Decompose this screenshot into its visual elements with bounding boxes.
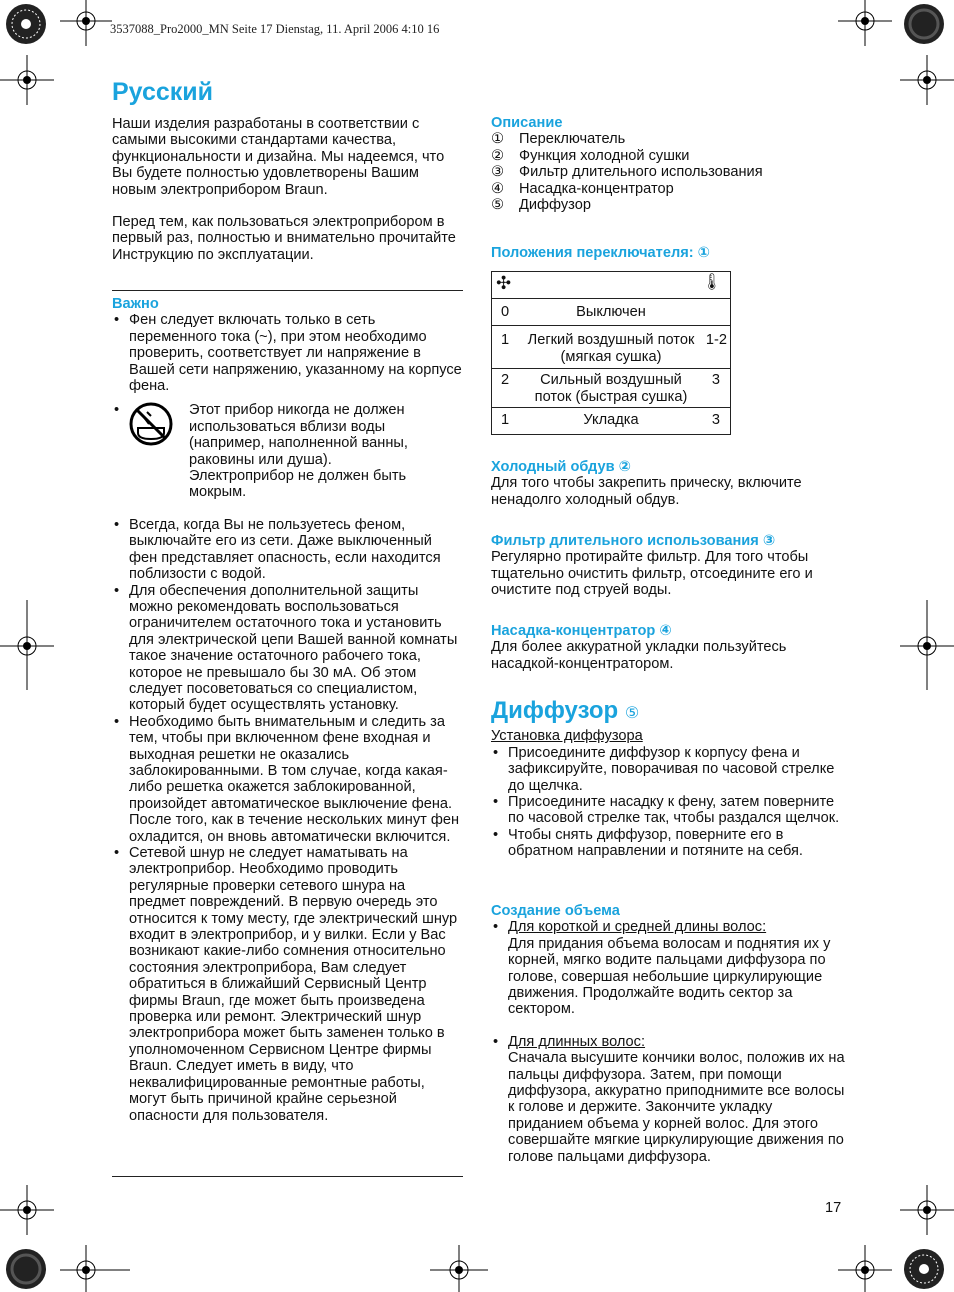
section-divider: [112, 290, 463, 291]
cold-text: Для того чтобы закрепить прическу, включите ненадолго холодный обдув.: [491, 475, 802, 508]
switch-heading: Положения переключателя: ①: [491, 245, 710, 261]
volume-long-hair: • Для длинных волос: Сначала высушите кончики волос, положив их на пальцы диффузора. Затем, при помощи диффузора, аккуратно приподнимите все волосы к голове и держите. Закончите укладку приданием объема у корней волос. Для этого совершайте мягкие циркулирующие движения по голове пальцами диффузора.: [491, 1034, 851, 1165]
water-warning: • Этот прибор никогда не должен использоваться вблизи воды (например, наполненной ванны, раковины или душа). Электроприбор не должен быть мокрым.: [112, 402, 464, 500]
diffuser-step-3: • Чтобы снять диффузор, поверните его в обратном направлении и потяните на себя.: [491, 827, 851, 860]
description-section: [491, 115, 851, 213]
thermometer-icon: 🌡: [701, 274, 722, 292]
cold-heading: Холодный обдув ②: [491, 459, 631, 475]
switch-row-4: 1 Укладка 3: [501, 412, 720, 429]
description-item-2: ② Функция холодной сушки: [491, 147, 690, 164]
no-water-bath-icon: [129, 402, 173, 446]
filter-section: [491, 533, 851, 599]
concentrator-heading: Насадка-концентратор ④: [491, 623, 672, 639]
page-number: 17: [825, 1200, 842, 1216]
important-heading: Важно: [112, 296, 159, 312]
description-item-5: ⑤ Диффузор: [491, 197, 591, 214]
filter-text: Регулярно протирайте фильтр. Для того чтобы тщательно очистить фильтр, отсоедините его и очистите под струей воды.: [491, 549, 813, 599]
diffuser-install-subheading: Установка диффузора: [491, 728, 643, 745]
important-bullet-5: • Необходимо быть внимательным и следить за тем, чтобы при включенном фене входная и выходная решетки не оказались заблокированными. В том случае, когда какая-либо решетка окажется заблокированной, произойдет автоматическое выключение фена. После того, как в течение нескольких минут фен охладится, он вновь автоматически включится.: [112, 714, 464, 845]
fan-icon: ✣: [496, 273, 512, 294]
important-bullet-3: • Всегда, когда Вы не пользуетесь феном, выключайте его из сети. Даже выключенный фен представляет опасность, если находится поблизости с водой.: [112, 517, 464, 583]
concentrator-text: Для более аккуратной укладки пользуйтесь насадкой-концентратором.: [491, 639, 787, 672]
volume-short-hair: • Для короткой и средней длины волос: Для придания объема волосам и поднятия их у корней, мягко водите пальцами диффузора по голове, совершая небольшие циркулирующие движения. Продолжайте водить сектор за сектором.: [491, 919, 851, 1017]
switch-table: [491, 271, 731, 435]
intro-text: [112, 116, 464, 263]
intro-paragraph-1: Наши изделия разработаны в соответствии с самыми высокими стандартами качества, функциональности и дизайна. Мы надеемся, что Вы будете полностью удовлетворены Вашим новым электроприбором Braun.: [112, 116, 445, 198]
switch-row-2: 1 Легкий воздушный поток (мягкая сушка) 1-2: [501, 332, 727, 365]
switch-row-3: 2 Сильный воздушный поток (быстрая сушка) 3: [501, 372, 720, 405]
print-header: 3537088_Pro2000_MN Seite 17 Dienstag, 11. April 2006 4:10 16: [110, 22, 440, 36]
switch-row-1: 0 Выключен: [501, 304, 646, 321]
diffuser-section: [491, 697, 851, 860]
important-bullet-4: • Для обеспечения дополнительной защиты можно рекомендовать воспользоваться ограничителем остаточного тока и установить для электрической цепи Вашей ванной комнаты такое значение остаточного рабочего тока, которое не превышало бы 30 мА. Об этом следует посоветоваться со специалистом, который будет осуществлять установку.: [112, 583, 464, 714]
warning-text: Этот прибор никогда не должен использоваться вблизи воды (например, наполненной ванны, раковины или душа). Электроприбор не должен быть мокрым.: [189, 402, 408, 501]
cold-section: [491, 459, 851, 508]
concentrator-section: [491, 623, 851, 672]
volume-heading: Создание объема: [491, 903, 620, 919]
important-bullet-1: • Фен следует включать только в сеть переменного тока (~), при этом необходимо проверить, соответствует ли напряжение в Вашей сети напряжению, указанному на корпусе фена.: [112, 312, 464, 394]
page-title: Русский: [112, 78, 214, 106]
section-divider-bottom: [112, 1176, 463, 1177]
description-item-4: ④ Насадка-концентратор: [491, 180, 674, 197]
intro-paragraph-2: Перед тем, как пользоваться электроприбором в первый раз, полностью и внимательно прочитайте Инструкцию по эксплуатации.: [112, 214, 456, 263]
diffuser-heading: Диффузор ⑤: [491, 697, 640, 724]
diffuser-step-2: • Присоедините насадку к фену, затем поверните по часовой стрелке так, чтобы раздался щелчок.: [491, 794, 851, 827]
switch-section: [491, 245, 851, 435]
volume-section: [491, 903, 851, 1165]
important-section: [112, 296, 464, 1124]
description-heading: Описание: [491, 115, 563, 131]
diffuser-step-1: • Присоедините диффузор к корпусу фена и зафиксируйте, поворачивая по часовой стрелке до щелчка.: [491, 745, 851, 794]
important-bullet-6: • Сетевой шнур не следует наматывать на электроприбор. Необходимо проводить регулярные проверки сетевого шнура на предмет повреждений. В первую очередь это относится к тому месту, где электрический шнур входит в электроприбор, и у вилки. Если у Вас возникают какие-либо сомнения относительно состояния электроприбора, Вам следует обратиться в ближайший Сервисный Центр фирмы Braun, где может быть произведена проверка или ремонт. Электрический шнур электроприбора может быть заменен только в уполномоченном Сервисном Центре фирмы Braun. Следует иметь в виду, что неквалифицированные ремонтные работы, могут быть причиной крайне серьезной опасности для пользователя.: [112, 845, 464, 1124]
description-item-1: ① Переключатель: [491, 131, 626, 148]
filter-heading: Фильтр длительного использования ③: [491, 533, 776, 549]
description-item-3: ③ Фильтр длительного использования: [491, 164, 763, 181]
